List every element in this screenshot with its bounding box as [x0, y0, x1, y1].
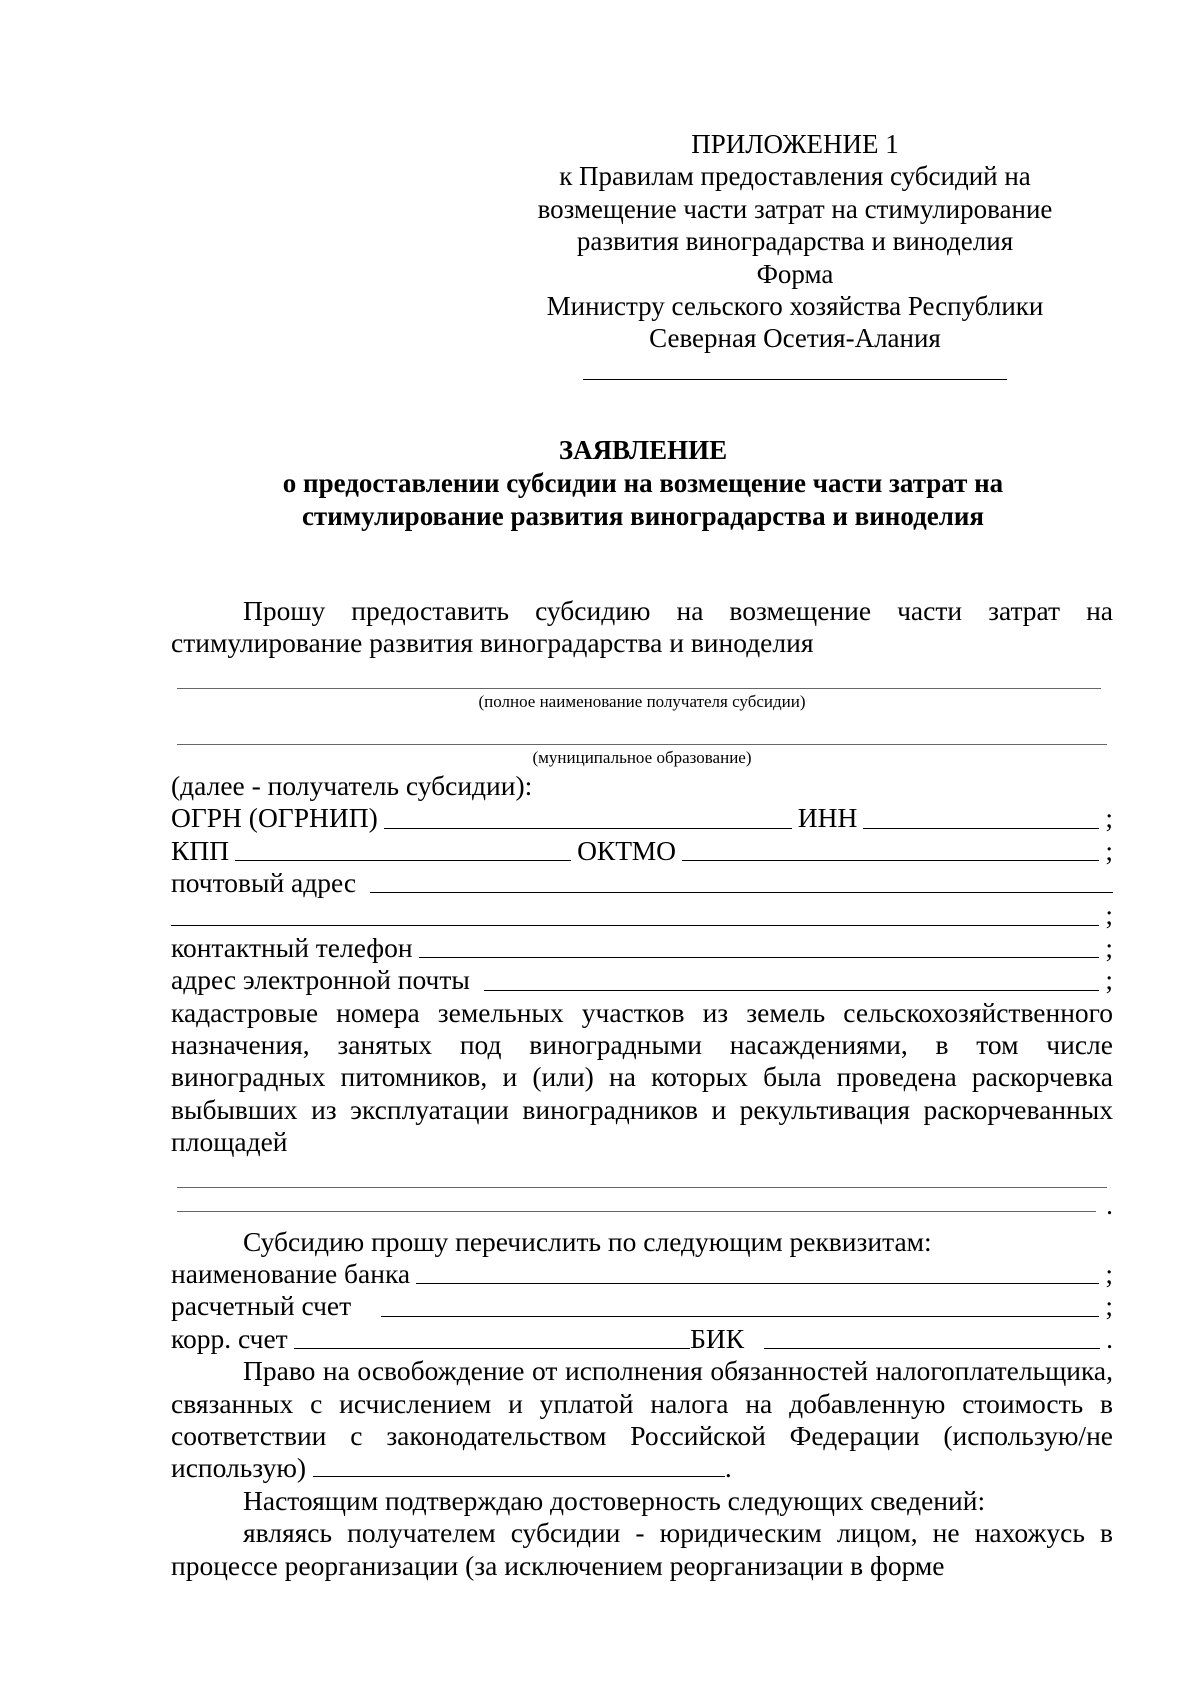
appendix-rules-line: развития виноградарства и виноделия: [576, 226, 1014, 257]
email-field[interactable]: [484, 989, 1099, 991]
phone-field[interactable]: [419, 956, 1100, 958]
addressee-line: Северная Осетия-Алания: [649, 323, 941, 354]
addressee-blank-field[interactable]: [583, 369, 1007, 380]
semicolon: ;: [1105, 899, 1113, 931]
ogrn-field[interactable]: [384, 827, 792, 829]
ogrn-label: ОГРН (ОГРНИП): [171, 802, 378, 834]
postal-field[interactable]: [370, 891, 1113, 893]
account-field[interactable]: [381, 1315, 1099, 1317]
semicolon: ;: [1105, 802, 1113, 834]
vat-field[interactable]: [313, 1452, 725, 1477]
account-row: [171, 1290, 1113, 1322]
oktmo-label: ОКТМО: [577, 834, 677, 866]
email-label: адрес электронной почты: [171, 964, 470, 996]
confirm-text: Настоящим подтверждаю достоверность следующих сведений:: [243, 1484, 986, 1516]
appendix-rules-line: к Правилам предоставления субсидий на: [559, 161, 1031, 192]
oktmo-field[interactable]: [682, 859, 1099, 861]
corr-label: корр. счет: [171, 1322, 288, 1354]
inn-label: ИНН: [797, 802, 858, 834]
period: .: [1106, 1322, 1113, 1354]
vat-text: Право на освобождение от исполнения обязанностей налогоплательщика, связанных с исчислением и уплатой налога на добавленную стоимость в соответствии с законодательством Российской Федерации (использую/не использую): [171, 1355, 1113, 1484]
cadastral-field-row-2: [171, 1188, 1113, 1220]
form-label: Форма: [756, 258, 834, 289]
bank-field[interactable]: [416, 1282, 1099, 1284]
period: .: [724, 1452, 732, 1484]
appendix-number: ПРИЛОЖЕНИЕ 1: [691, 129, 899, 159]
bank-row: [171, 1258, 1113, 1290]
title-subtitle: стимулирование развития виноградарства и виноделия: [301, 501, 985, 531]
email-row: [171, 964, 1113, 996]
semicolon: ;: [1105, 1290, 1113, 1322]
addressee-line: Министру сельского хозяйства Республики: [546, 291, 1044, 322]
hereinafter-text: (далее - получатель субсидии):: [171, 769, 533, 801]
corr-bik-row: [171, 1323, 1113, 1355]
recipient-name-field[interactable]: [177, 660, 1101, 689]
recipient-name-caption: (полное наименование получателя субсидии): [478, 691, 806, 711]
phone-label: контактный телефон: [171, 931, 413, 963]
bank-label: наименование банка: [171, 1257, 411, 1289]
postal-label: почтовый адрес: [171, 866, 357, 898]
request-paragraph: Прошу предоставить субсидию на возмещение части затрат на стимулирование развития виноградарства и виноделия: [171, 595, 1113, 659]
bik-label: БИК: [690, 1322, 745, 1354]
appendix-header: [535, 128, 1055, 380]
postal-field-2[interactable]: [171, 924, 1099, 926]
kpp-label: КПП: [171, 834, 230, 866]
cadastral-field-2[interactable]: [177, 1211, 1096, 1212]
corr-field[interactable]: [294, 1347, 690, 1349]
inn-field[interactable]: [863, 827, 1099, 829]
kpp-field[interactable]: [235, 859, 571, 861]
vat-paragraph: [171, 1355, 1113, 1485]
account-label: расчетный счет: [171, 1290, 352, 1322]
period: .: [1106, 1188, 1113, 1220]
semicolon: ;: [1105, 1257, 1113, 1289]
cadastral-field[interactable]: [177, 1159, 1107, 1188]
semicolon: ;: [1105, 964, 1113, 996]
semicolon: ;: [1105, 931, 1113, 963]
postal-row-2: [171, 899, 1113, 931]
transfer-text: Субсидию прошу перечислить по следующим реквизитам:: [243, 1225, 932, 1257]
appendix-rules-line: возмещение части затрат на стимулирование: [537, 193, 1053, 224]
municipality-field[interactable]: [177, 712, 1107, 745]
semicolon: ;: [1105, 834, 1113, 866]
title-subtitle: о предоставлении субсидии на возмещение части затрат на: [282, 468, 1004, 498]
title-heading: ЗАЯВЛЕНИЕ: [558, 435, 728, 465]
phone-row: [171, 932, 1113, 964]
municipality-caption: (муниципальное образование): [532, 747, 752, 767]
kpp-oktmo-row: [171, 835, 1113, 867]
ogrn-inn-row: [171, 802, 1113, 834]
bik-field[interactable]: [764, 1347, 1100, 1349]
cadastral-paragraph: кадастровые номера земельных участков из земель сельскохозяйственного назначения, занятых под виноградными насаждениями, в том числе виноградных питомников, и (или) на которых была проведена раскорчевка выбывших из эксплуатации виноградников и рекультивация раскорчеванных площадей: [171, 996, 1113, 1158]
legal-entity-paragraph: являясь получателем субсидии - юридическим лицом, не нахожусь в процессе реорганизации (за исключением реорганизации в форме: [171, 1517, 1113, 1581]
application-body: [171, 595, 1113, 1582]
document-title: [200, 434, 1086, 533]
postal-row: [171, 867, 1113, 899]
